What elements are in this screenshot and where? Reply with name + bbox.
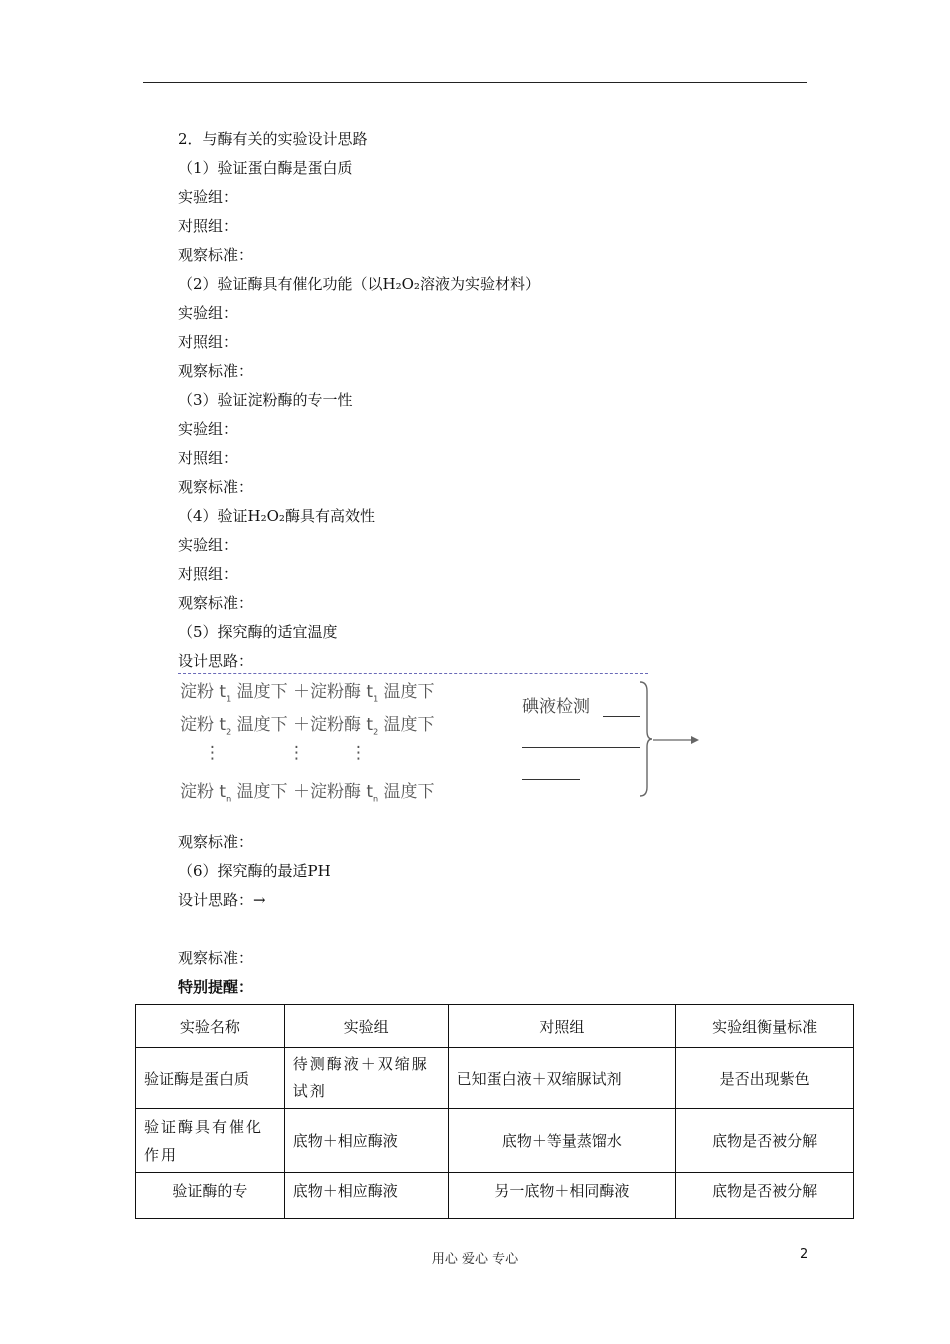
- special-note-heading: 特别提醒：: [178, 978, 254, 996]
- subheading-3: （3）验证淀粉酶的专一性: [178, 391, 353, 409]
- table-cell: 是否出现紫色: [676, 1048, 854, 1109]
- subheading-2: （2）验证酶具有催化功能（以H₂O₂溶液为实验材料）: [178, 275, 540, 293]
- subheading-5: （5）探究酶的适宜温度: [178, 623, 338, 641]
- blank-line: [603, 716, 640, 717]
- blank-line: [522, 747, 640, 748]
- table-cell: 底物是否被分解: [676, 1109, 854, 1173]
- diagram-row-1: 淀粉 $t_1$ 温度下 ＋淀粉酶 $t_1$ 温度下: [180, 682, 435, 704]
- diagram-dots-3: ⋮: [350, 743, 367, 763]
- table-header-cell: 实验组: [284, 1005, 448, 1048]
- summary-table: [135, 1004, 854, 1219]
- label-observation: 观察标准：: [178, 478, 254, 496]
- diagram-dots-2: ⋮: [288, 743, 305, 763]
- label-observation: 观察标准：: [178, 246, 254, 264]
- dashed-separator: [178, 673, 648, 674]
- diagram-row-2: 淀粉 $t_2$ 温度下 ＋淀粉酶 $t_2$ 温度下: [180, 715, 435, 737]
- diagram-dots-1: ⋮: [204, 743, 221, 763]
- label-experiment-group: 实验组：: [178, 420, 239, 438]
- label-observation: 观察标准：: [178, 362, 254, 380]
- table-cell: 另一底物＋相同酶液: [448, 1173, 676, 1219]
- subheading-4: （4）验证H₂O₂酶具有高效性: [178, 507, 375, 525]
- label-design-idea-arrow: 设计思路：→: [178, 891, 266, 909]
- diagram-row-3: 淀粉 $t_n$ 温度下 ＋淀粉酶 $t_n$ 温度下: [180, 782, 435, 804]
- empty-line: [178, 915, 818, 944]
- table-header-cell: 对照组: [448, 1005, 676, 1048]
- table-cell: 验证酶是蛋白质: [136, 1048, 285, 1109]
- table-cell: 已知蛋白液＋双缩脲试剂: [448, 1048, 676, 1109]
- table-cell: 验证酶具有催化作用: [136, 1109, 285, 1173]
- arrow-right-icon: [653, 735, 701, 745]
- label-observation: 观察标准：: [178, 594, 254, 612]
- page-footer: 用心 爱心 专心: [431, 1252, 519, 1267]
- iodine-test-label: 碘液检测: [522, 697, 590, 717]
- outline-text: [178, 125, 818, 676]
- header-rule: [143, 82, 807, 83]
- outline-text-2: [178, 828, 818, 1002]
- label-observation: 观察标准：: [178, 833, 254, 851]
- table-cell: 底物＋相应酶液: [284, 1109, 448, 1173]
- label-observation: 观察标准：: [178, 949, 254, 967]
- table-cell: 待测酶液＋双缩脲试剂: [284, 1048, 448, 1109]
- table-row: [136, 1048, 854, 1109]
- table-cell: 验证酶的专: [136, 1173, 285, 1219]
- table-header-cell: 实验名称: [136, 1005, 285, 1048]
- label-experiment-group: 实验组：: [178, 188, 239, 206]
- table-cell: 底物＋相应酶液: [284, 1173, 448, 1219]
- label-control-group: 对照组：: [178, 565, 239, 583]
- section-heading: 2．与酶有关的实验设计思路: [178, 130, 368, 148]
- label-control-group: 对照组：: [178, 449, 239, 467]
- label-experiment-group: 实验组：: [178, 304, 239, 322]
- table-cell: 底物＋等量蒸馏水: [448, 1109, 676, 1173]
- label-control-group: 对照组：: [178, 217, 239, 235]
- label-control-group: 对照组：: [178, 333, 239, 351]
- table-header-cell: 实验组衡量标准: [676, 1005, 854, 1048]
- label-design-idea: 设计思路：: [178, 652, 254, 670]
- page-number: 2: [800, 1247, 809, 1262]
- subheading-6: （6）探究酶的最适PH: [178, 862, 331, 880]
- table-cell: 底物是否被分解: [676, 1173, 854, 1219]
- table-row: [136, 1109, 854, 1173]
- table-header-row: [136, 1005, 854, 1048]
- blank-line: [522, 779, 580, 780]
- right-brace-icon: [639, 681, 653, 797]
- table-row: [136, 1173, 854, 1219]
- label-experiment-group: 实验组：: [178, 536, 239, 554]
- subheading-1: （1）验证蛋白酶是蛋白质: [178, 159, 353, 177]
